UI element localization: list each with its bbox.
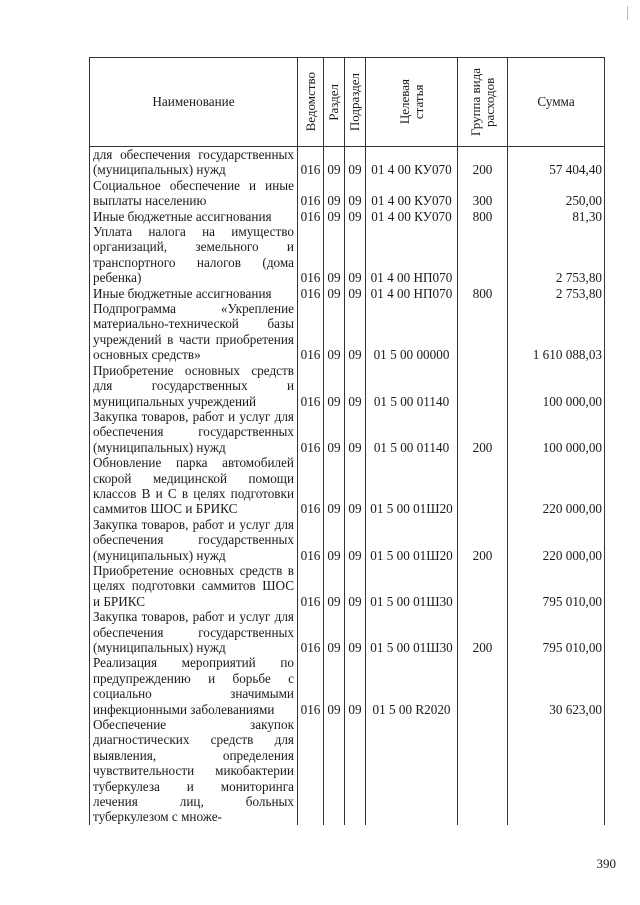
row-group: 800 — [458, 209, 508, 224]
row-subsection: 09 — [345, 178, 366, 209]
row-name: Обновление парка автомобилей скорой медицинской помощи классов В и С в целях подготовки саммитов ШОС и БРИКС — [90, 455, 298, 517]
row-subsection: 09 — [345, 563, 366, 609]
table-row — [90, 224, 605, 286]
row-department: 016 — [298, 363, 324, 409]
row-target — [366, 717, 458, 825]
row-subsection — [345, 717, 366, 825]
table-row — [90, 147, 605, 178]
row-section: 09 — [324, 224, 345, 286]
budget-table — [89, 57, 605, 825]
row-section: 09 — [324, 301, 345, 363]
row-sum: 250,00 — [508, 178, 605, 209]
table-row — [90, 717, 605, 825]
header-row — [90, 58, 605, 147]
row-section: 09 — [324, 609, 345, 655]
row-department: 016 — [298, 301, 324, 363]
row-group: 200 — [458, 517, 508, 563]
row-group: 200 — [458, 609, 508, 655]
table-row — [90, 563, 605, 609]
row-sum — [508, 717, 605, 825]
row-sum: 2 753,80 — [508, 286, 605, 301]
page-number: 390 — [596, 856, 616, 871]
table-row — [90, 178, 605, 209]
table-row — [90, 455, 605, 517]
row-group — [458, 301, 508, 363]
row-subsection: 09 — [345, 409, 366, 455]
row-group: 200 — [458, 147, 508, 178]
row-group — [458, 563, 508, 609]
row-name: Закупка товаров, работ и услуг для обеспечения государственных (муниципальных) нужд — [90, 517, 298, 563]
header-subsection-label: Подраздел — [347, 72, 362, 132]
row-sum: 2 753,80 — [508, 224, 605, 286]
row-sum: 57 404,40 — [508, 147, 605, 178]
row-subsection: 09 — [345, 147, 366, 178]
row-sum: 220 000,00 — [508, 455, 605, 517]
table-row — [90, 286, 605, 301]
header-group — [458, 58, 508, 147]
row-name: Закупка товаров, работ и услуг для обеспечения государственных (муниципальных) нужд — [90, 409, 298, 455]
table-row — [90, 409, 605, 455]
row-target: 01 5 00 01140 — [366, 363, 458, 409]
row-section: 09 — [324, 363, 345, 409]
row-section: 09 — [324, 147, 345, 178]
row-subsection: 09 — [345, 301, 366, 363]
row-department: 016 — [298, 409, 324, 455]
row-sum: 795 010,00 — [508, 609, 605, 655]
row-name: Иные бюджетные ассигнования — [90, 286, 298, 301]
row-name: Реализация мероприятий по предупреждению и борьбе с социально значимыми инфекционными заболеваниями — [90, 655, 298, 717]
header-subsection — [345, 58, 366, 147]
row-name: Приобретение основных средств в целях подготовки саммитов ШОС и БРИКС — [90, 563, 298, 609]
table-row — [90, 517, 605, 563]
row-section: 09 — [324, 286, 345, 301]
row-sum: 220 000,00 — [508, 517, 605, 563]
row-sum: 100 000,00 — [508, 363, 605, 409]
row-name: Подпрограмма «Укрепление материально-технической базы учреждений в части приобретения основных средств» — [90, 301, 298, 363]
row-section — [324, 717, 345, 825]
header-target-label: Целевая статья — [396, 79, 426, 125]
row-target: 01 5 00 01Ш30 — [366, 609, 458, 655]
row-name: Уплата налога на имущество организаций, земельного и транспортного налогов (дома ребенка) — [90, 224, 298, 286]
table-row — [90, 209, 605, 224]
row-target: 01 5 00 01Ш30 — [366, 563, 458, 609]
row-sum: 30 623,00 — [508, 655, 605, 717]
row-subsection: 09 — [345, 517, 366, 563]
row-section: 09 — [324, 409, 345, 455]
row-department: 016 — [298, 224, 324, 286]
row-group — [458, 717, 508, 825]
row-name: Иные бюджетные ассигнования — [90, 209, 298, 224]
row-target: 01 5 00 01Ш20 — [366, 455, 458, 517]
row-name: Приобретение основных средств для государственных и муниципальных учреждений — [90, 363, 298, 409]
header-target — [366, 58, 458, 147]
row-target: 01 4 00 НП070 — [366, 224, 458, 286]
row-name: Обеспечение закупок диагностических средств для выявления, определения чувствительности микобактерии туберкулеза и мониторинга лечения лиц, больных туберкулезом с множе- — [90, 717, 298, 825]
row-target: 01 4 00 КУ070 — [366, 209, 458, 224]
header-sum — [508, 58, 605, 147]
row-section: 09 — [324, 655, 345, 717]
header-section — [324, 58, 345, 147]
row-department: 016 — [298, 147, 324, 178]
row-target: 01 5 00 01Ш20 — [366, 517, 458, 563]
table-row — [90, 655, 605, 717]
row-sum: 81,30 — [508, 209, 605, 224]
row-subsection: 09 — [345, 224, 366, 286]
row-sum: 100 000,00 — [508, 409, 605, 455]
row-section: 09 — [324, 455, 345, 517]
header-department-label: Ведомство — [302, 72, 318, 132]
row-group: 800 — [458, 286, 508, 301]
row-department: 016 — [298, 286, 324, 301]
header-section-label: Раздел — [326, 83, 341, 121]
row-target: 01 4 00 НП070 — [366, 286, 458, 301]
scan-edge-mark — [627, 6, 628, 20]
row-subsection: 09 — [345, 609, 366, 655]
row-department: 016 — [298, 563, 324, 609]
row-section: 09 — [324, 563, 345, 609]
header-department — [298, 58, 324, 147]
row-name: для обеспечения государственных (муниципальных) нужд — [90, 147, 298, 178]
row-department: 016 — [298, 178, 324, 209]
header-sum-label: Сумма — [537, 94, 575, 110]
row-department: 016 — [298, 517, 324, 563]
table-row — [90, 609, 605, 655]
row-group — [458, 655, 508, 717]
row-department: 016 — [298, 455, 324, 517]
row-name: Социальное обеспечение и иные выплаты населению — [90, 178, 298, 209]
row-sum: 795 010,00 — [508, 563, 605, 609]
row-subsection: 09 — [345, 655, 366, 717]
table-row — [90, 363, 605, 409]
row-subsection: 09 — [345, 209, 366, 224]
row-name: Закупка товаров, работ и услуг для обеспечения государственных (муниципальных) нужд — [90, 609, 298, 655]
row-target: 01 5 00 R2020 — [366, 655, 458, 717]
row-department: 016 — [298, 209, 324, 224]
row-section: 09 — [324, 209, 345, 224]
row-target: 01 5 00 01140 — [366, 409, 458, 455]
header-group-label: Группа вида расходов — [467, 68, 497, 136]
row-department: 016 — [298, 609, 324, 655]
row-group: 200 — [458, 409, 508, 455]
table-row — [90, 301, 605, 363]
row-target: 01 4 00 КУ070 — [366, 178, 458, 209]
row-section: 09 — [324, 178, 345, 209]
row-group: 300 — [458, 178, 508, 209]
row-sum: 1 610 088,03 — [508, 301, 605, 363]
row-section: 09 — [324, 517, 345, 563]
row-group — [458, 455, 508, 517]
header-name-label: Наименование — [152, 94, 235, 110]
row-department — [298, 717, 324, 825]
row-subsection: 09 — [345, 363, 366, 409]
row-subsection: 09 — [345, 286, 366, 301]
row-group — [458, 363, 508, 409]
row-department: 016 — [298, 655, 324, 717]
row-subsection: 09 — [345, 455, 366, 517]
row-target: 01 4 00 КУ070 — [366, 147, 458, 178]
row-group — [458, 224, 508, 286]
row-target: 01 5 00 00000 — [366, 301, 458, 363]
header-name — [90, 58, 298, 147]
